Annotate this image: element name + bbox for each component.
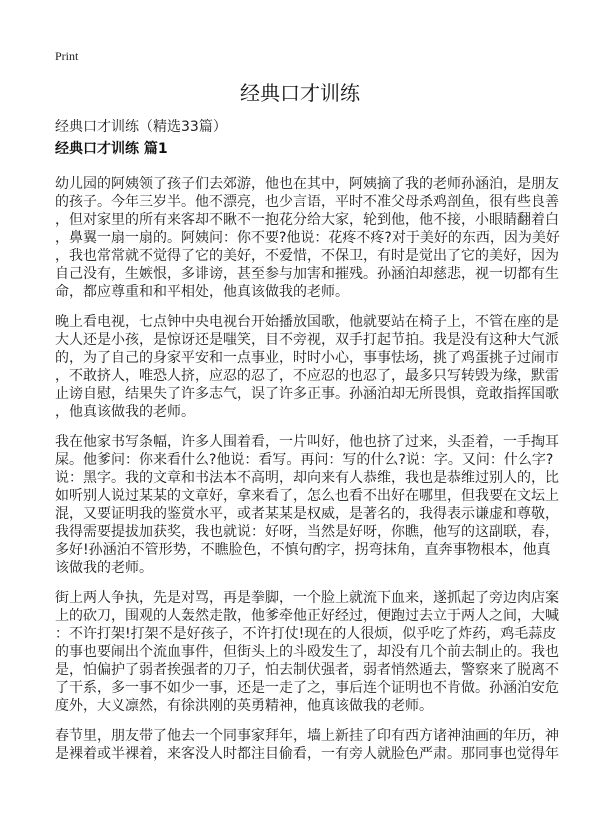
text-line: 如听别人说过某某的文章好，拿来看了，怎么也看不出好在哪里，但我要在文坛上 — [55, 488, 559, 504]
article-body — [55, 175, 560, 775]
print-link[interactable]: Print — [55, 49, 79, 63]
text-line: 的，为了自己的身家平安和一点事业，时时小心，事事怯场，挑了鸡蛋挑子过闹市 — [55, 350, 559, 366]
text-line: 了干系，多一事不如少一事，还是一走了之，事后连个证明也不肯做。孙涵泊安危 — [55, 680, 559, 696]
text-line: 幼儿园的阿姨领了孩子们去郊游，他也在其中，阿姨摘了我的老师孙涵泊，是朋友 — [55, 176, 559, 192]
paragraph-1 — [55, 175, 560, 301]
text-line: 屎。他爹问：你来看什么?他说：看写。再问：写的什么?说：字。又问：什么字? — [55, 452, 554, 468]
document-subtitle: 经典口才训练（精选33篇） — [55, 119, 227, 135]
text-line: 自己没有，生嫉恨，多诽谤，甚至参与加害和摧残。孙涵泊却慈悲，视一切都有生 — [55, 266, 559, 282]
text-line: 说：黑字。我的文章和书法本不高明，却向来有人恭维，我也是恭维过别人的，比 — [55, 470, 559, 486]
paragraph-2 — [55, 313, 559, 421]
text-line: 晚上看电视，七点钟中央电视台开始播放国歌，他就要站在椅子上，不管在座的是 — [55, 314, 559, 330]
text-line: ，不敢挤人，唯恐人挤，应忍的忍了，不应忍的也忍了，最多只写转毁为缘，默雷 — [55, 368, 559, 384]
text-line: ，鼻翼一扇一扇的。阿姨问：你不要?他说：花疼不疼?对于美好的东西，因为美好 — [55, 230, 560, 246]
text-line: ，我也常常就不觉得了它的美好，不爱惜，不保卫，有时是觉出了它的美好，因为 — [55, 248, 559, 264]
text-line: 是裸着或半裸着，来客没人时都注目偷看，一有旁人就脸色严肃。那同事也觉得年 — [55, 746, 559, 762]
text-line: 我得需要提拔加获奖，我也就说：好呀，当然是好呀，你瞧，他写的这副联，春， — [55, 524, 559, 540]
text-line: 我在他家书写条幅，许多人围着看，一片叫好，他也挤了过来，头歪着，一手掏耳 — [55, 434, 559, 450]
text-line: 是，怕偏护了弱者挨强者的刀子，怕去制伏强者，弱者悄然遁去，警察来了脱离不 — [55, 662, 559, 678]
text-line: ：不许打架!打架不是好孩子，不许打仗!现在的人很烦，似乎吃了炸药，鸡毛蒜皮 — [55, 626, 557, 642]
text-line: 街上两人争执，先是对骂，再是拳脚，一个脸上就流下血来，遂抓起了旁边肉店案 — [55, 590, 559, 606]
text-line: 的事也要闹出个流血事件，但街头上的斗殴发生了，却没有几个前去制止的。我也 — [55, 644, 559, 660]
page-title: 经典口才训练 — [240, 81, 360, 105]
text-line: 止谤自慰，结果失了许多志气，误了许多正事。孙涵泊却无所畏惧，竟敢指挥国歌 — [55, 386, 559, 402]
text-line: 度外，大义凛然，有徐洪刚的英勇精神，他真该做我的老师。 — [55, 698, 433, 714]
text-line: 命，都应尊重和和平相处，他真该做我的老师。 — [55, 284, 349, 300]
text-line: 上的砍刀，围观的人轰然走散，他爹牵他正好经过，便跑过去立于两人之间，大喊 — [55, 608, 559, 624]
text-line: 该做我的老师。 — [55, 560, 153, 576]
text-line: ，他真该做我的老师。 — [55, 404, 195, 420]
paragraph-4 — [55, 589, 559, 715]
text-line: 的孩子。今年三岁半。他不漂亮，也少言语，平时不准父母杀鸡剖鱼，很有些良善 — [55, 194, 559, 210]
text-line: 多好!孙涵泊不管形势，不瞧脸色，不慎句酌字，拐弯抹角，直奔事物根本，他真 — [55, 542, 551, 558]
paragraph-3 — [55, 433, 559, 577]
section-heading: 经典口才训练 篇1 — [55, 141, 168, 157]
paragraph-5 — [55, 727, 559, 763]
text-line: 混，又要证明我的鉴赏水平，或者某某是权威，是著名的，我得表示谦虚和尊敬， — [55, 506, 559, 522]
text-line: ，但对家里的所有来客却不瞅不一抱花分给大家，轮到他，他不接，小眼睛翻着白 — [55, 212, 559, 228]
text-line: 大人还是小孩，是惊讶还是嗤笑，目不旁视，双手打起节拍。我是没有这种大气派 — [55, 332, 559, 348]
text-line: 春节里，朋友带了他去一个同事家拜年，墙上新挂了印有西方诸神油画的年历，神 — [55, 728, 559, 744]
